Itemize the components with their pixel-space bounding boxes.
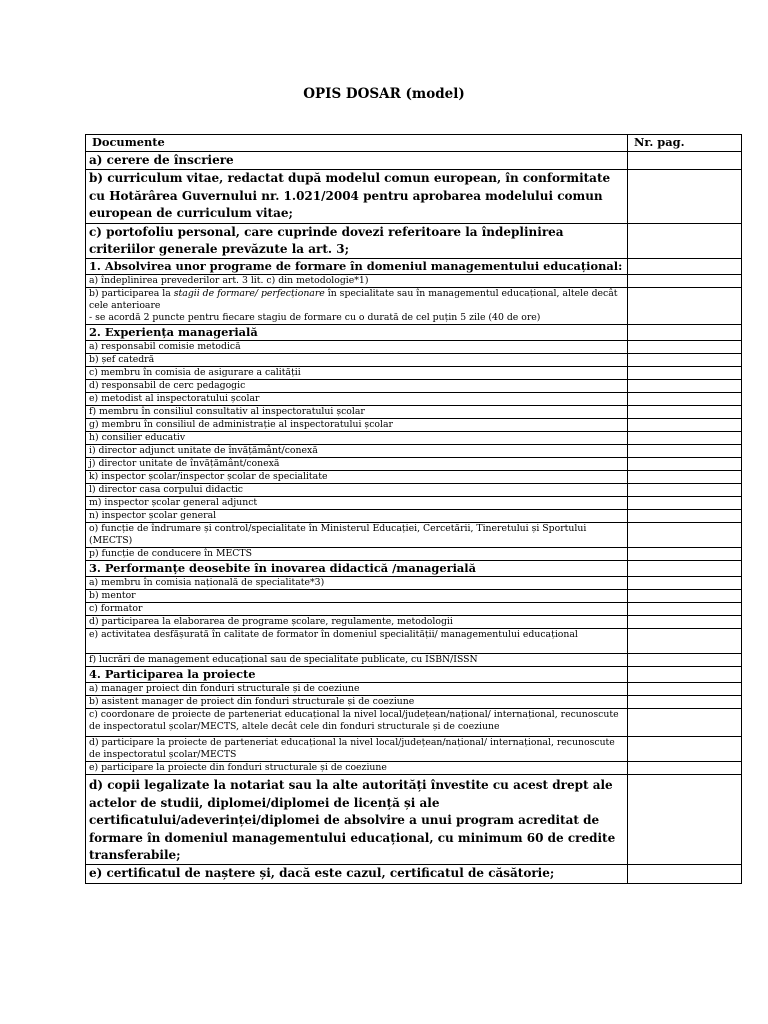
table-row <box>86 510 742 523</box>
page-cell[interactable] <box>628 603 742 616</box>
table-row <box>86 590 742 603</box>
list-item: o) funcție de îndrumare și control/specialitate în Ministerul Educației, Cercetării, Tineretului și Sportului (MECTS) <box>86 523 628 548</box>
table-row <box>86 523 742 548</box>
page-cell[interactable] <box>628 393 742 406</box>
table-row <box>86 497 742 510</box>
row-portofoliu: c) portofoliu personal, care cuprinde dovezi referitoare la îndeplinirea criteriilor generale prevăzute la art. 3; <box>86 223 628 259</box>
table-row <box>86 775 742 865</box>
list-item: j) director unitate de învățământ/conexă <box>86 458 628 471</box>
table-row <box>86 445 742 458</box>
page-cell[interactable] <box>628 223 742 259</box>
page-cell[interactable] <box>628 484 742 497</box>
list-item: i) director adjunct unitate de învățământ/conexă <box>86 445 628 458</box>
list-item: m) inspector școlar general adjunct <box>86 497 628 510</box>
document-title: OPIS DOSAR (model) <box>303 86 465 102</box>
table-row <box>86 865 742 883</box>
page-cell[interactable] <box>628 259 742 275</box>
list-item: a) îndeplinirea prevederilor art. 3 lit. c) din metodologie*1) <box>86 275 628 288</box>
table-row <box>86 419 742 432</box>
page-cell[interactable] <box>628 548 742 561</box>
list-item: d) participare la proiecte de parteneriat educațional la nivel local/județean/național/ internațional, recunoscute de inspectoratul școlar/MECTS <box>86 737 628 762</box>
table-row <box>86 380 742 393</box>
row-certificat-nastere: e) certificatul de naștere și, dacă este cazul, certificatul de căsătorie; <box>86 865 628 883</box>
page-cell[interactable] <box>628 458 742 471</box>
page-cell[interactable] <box>628 275 742 288</box>
section-2-heading: 2. Experiența managerială <box>86 325 628 341</box>
page-cell[interactable] <box>628 683 742 696</box>
page-cell[interactable] <box>628 380 742 393</box>
list-item: d) responsabil de cerc pedagogic <box>86 380 628 393</box>
list-item: f) lucrări de management educațional sau de specialitate publicate, cu ISBN/ISSN <box>86 654 628 667</box>
page-cell[interactable] <box>628 737 742 762</box>
section-4-heading: 4. Participarea la proiecte <box>86 667 628 683</box>
table-row <box>86 471 742 484</box>
page-cell[interactable] <box>628 654 742 667</box>
page-cell[interactable] <box>628 419 742 432</box>
table-row <box>86 152 742 170</box>
table-row <box>86 683 742 696</box>
table-row <box>86 484 742 497</box>
page-cell[interactable] <box>628 432 742 445</box>
table-row <box>86 603 742 616</box>
table-row <box>86 696 742 709</box>
list-item: c) coordonare de proiecte de parteneriat educațional la nivel local/județean/național/ internațional, recunoscute de inspectoratul școlar/MECTS, altele decât cele din fonduri structurale și de coeziune <box>86 709 628 737</box>
table-header-row <box>86 135 742 152</box>
page-cell[interactable] <box>628 590 742 603</box>
page-cell[interactable] <box>628 696 742 709</box>
row-curriculum: b) curriculum vitae, redactat după modelul comun european, în conformitate cu Hotărârea Guvernului nr. 1.021/2004 pentru aprobarea modelului comun european de curriculum vitae; <box>86 170 628 223</box>
header-documents: Documente <box>86 135 628 152</box>
list-item: h) consilier educativ <box>86 432 628 445</box>
table-row <box>86 737 742 762</box>
list-item: f) membru în consiliul consultativ al inspectoratului școlar <box>86 406 628 419</box>
page-cell[interactable] <box>628 561 742 577</box>
list-item: b) asistent manager de proiect din fonduri structurale și de coeziune <box>86 696 628 709</box>
page-cell[interactable] <box>628 510 742 523</box>
table-row <box>86 654 742 667</box>
page-cell[interactable] <box>628 775 742 865</box>
header-pages: Nr. pag. <box>628 135 742 152</box>
list-item: b) șef catedră <box>86 354 628 367</box>
table-row <box>86 354 742 367</box>
table-row <box>86 325 742 341</box>
page-cell[interactable] <box>628 471 742 484</box>
section-3-heading: 3. Performanțe deosebite în inovarea didactică /managerială <box>86 561 628 577</box>
page-cell[interactable] <box>628 152 742 170</box>
documents-table <box>85 134 742 884</box>
table-row <box>86 259 742 275</box>
list-item: e) participare la proiecte din fonduri structurale și de coeziune <box>86 762 628 775</box>
section-1-heading: 1. Absolvirea unor programe de formare în domeniul managementului educațional: <box>86 259 628 275</box>
list-item: c) formator <box>86 603 628 616</box>
list-item: b) mentor <box>86 590 628 603</box>
list-item: e) activitatea desfășurată în calitate de formator în domeniul specialității/ managementului educațional <box>86 629 628 654</box>
list-item: p) funcție de conducere în MECTS <box>86 548 628 561</box>
row-copii-legalizate: d) copii legalizate la notariat sau la alte autorități învestite cu acest drept ale actelor de studii, diplomei/diplomei de licență și ale certificatului/adeverinței/diplomei de absolvire a unui program acreditat de formare în domeniul managementului educațional, cu minimum 60 de credite transferabile; <box>86 775 628 865</box>
table-row <box>86 709 742 737</box>
table-row <box>86 432 742 445</box>
list-item: b) participarea la stagii de formare/ perfecționare în specialitate sau în managementul educațional, altele decât cele anterioare - se acordă 2 puncte pentru fiecare stagiu de formare cu o durată de cel puțin 5 zile (40 de ore) <box>86 288 628 325</box>
table-row <box>86 561 742 577</box>
page-cell[interactable] <box>628 445 742 458</box>
list-item: g) membru în consiliul de administrație al inspectoratului școlar <box>86 419 628 432</box>
table-row <box>86 762 742 775</box>
table-row <box>86 275 742 288</box>
table-row <box>86 367 742 380</box>
page-cell[interactable] <box>628 341 742 354</box>
list-item: e) metodist al inspectoratului școlar <box>86 393 628 406</box>
table-row <box>86 170 742 223</box>
page-cell[interactable] <box>628 577 742 590</box>
table-row <box>86 288 742 325</box>
list-item: a) manager proiect din fonduri structurale și de coeziune <box>86 683 628 696</box>
page-cell[interactable] <box>628 325 742 341</box>
table-row <box>86 393 742 406</box>
list-item: n) inspector școlar general <box>86 510 628 523</box>
table-row <box>86 616 742 629</box>
page-cell[interactable] <box>628 667 742 683</box>
table-row <box>86 629 742 654</box>
page-cell[interactable] <box>628 170 742 223</box>
table-row <box>86 577 742 590</box>
page-cell[interactable] <box>628 497 742 510</box>
table-row <box>86 548 742 561</box>
table-row <box>86 458 742 471</box>
list-item: d) participarea la elaborarea de programe școlare, regulamente, metodologii <box>86 616 628 629</box>
page-cell[interactable] <box>628 616 742 629</box>
table-row <box>86 667 742 683</box>
page-cell[interactable] <box>628 288 742 325</box>
table-row <box>86 341 742 354</box>
page-cell[interactable] <box>628 762 742 775</box>
page-cell[interactable] <box>628 406 742 419</box>
row-cerere: a) cerere de înscriere <box>86 152 628 170</box>
page-cell[interactable] <box>628 367 742 380</box>
page-cell[interactable] <box>628 354 742 367</box>
page-cell[interactable] <box>628 523 742 548</box>
page-cell[interactable] <box>628 629 742 654</box>
list-item: k) inspector școlar/inspector școlar de specialitate <box>86 471 628 484</box>
note-text: - se acordă 2 puncte pentru fiecare stagiu de formare cu o durată de cel puțin 5 zile (40 de ore) <box>89 312 541 324</box>
page-cell[interactable] <box>628 709 742 737</box>
list-item: a) membru în comisia națională de specialitate*3) <box>86 577 628 590</box>
page-cell[interactable] <box>628 865 742 883</box>
list-item: a) responsabil comisie metodică <box>86 341 628 354</box>
table-row <box>86 406 742 419</box>
list-item: c) membru în comisia de asigurare a calității <box>86 367 628 380</box>
table-row <box>86 223 742 259</box>
list-item: l) director casa corpului didactic <box>86 484 628 497</box>
